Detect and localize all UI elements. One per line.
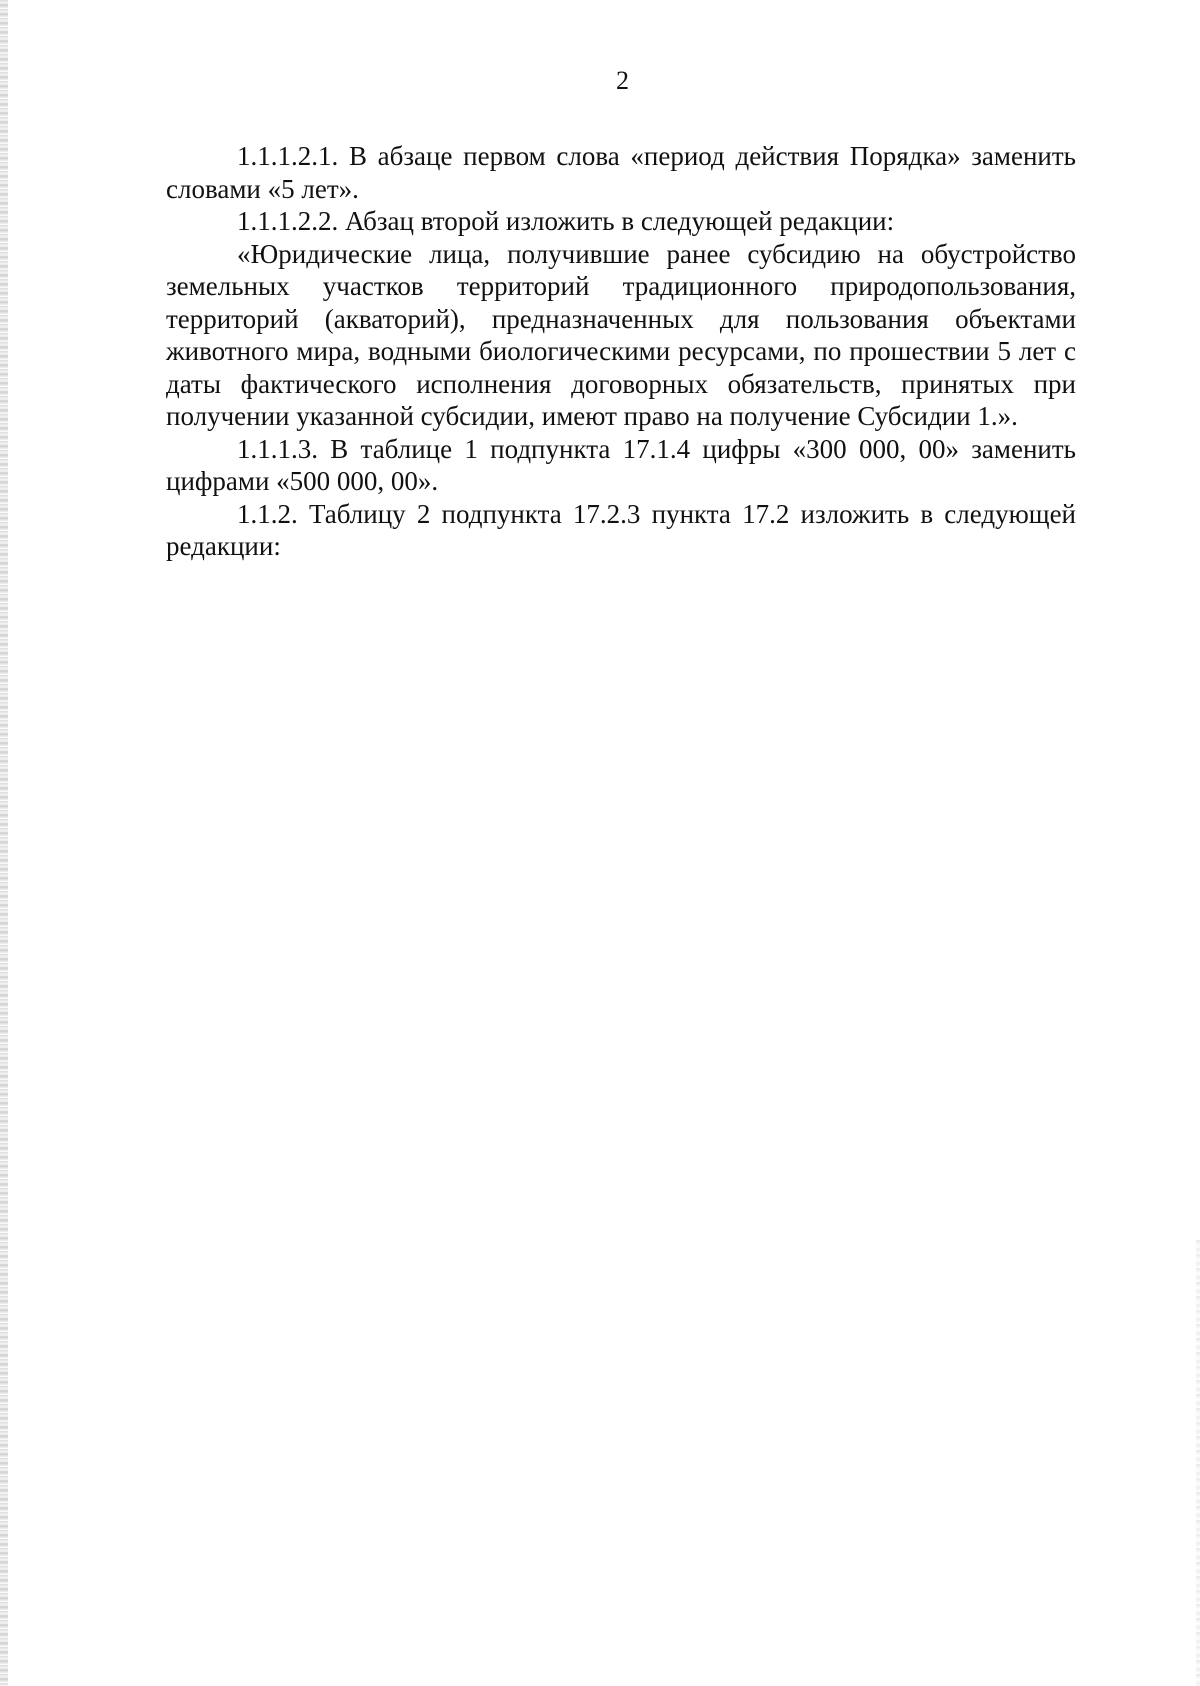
paragraph-1-1-1-2-1: 1.1.1.2.1. В абзаце первом слова «период действия Порядка» заменить словами «5 лет».	[166, 141, 1076, 204]
paragraph-1-1-1-2-2: 1.1.1.2.2. Абзац второй изложить в следующей редакции:	[237, 206, 895, 236]
document-body	[166, 140, 1076, 563]
paragraph-quoted-text: «Юридические лица, получившие ранее субсидию на обустройство земельных участков территорий традиционного природопользования, территорий (акваторий), предназначенных для пользования объектами животного мира, водными биологическими ресурсами, по прошествии 5 лет с даты фактического исполнения договорных обязательств, принятых при получении указанной субсидии, имеют право на получение Субсидии 1.».	[166, 238, 1076, 431]
paragraph-1-1-1-3: 1.1.1.3. В таблице 1 подпункта 17.1.4 цифры «300 000, 00» заменить цифрами «500 000, 00».	[166, 433, 1076, 496]
page-number: 2	[616, 66, 629, 95]
scan-edge-left	[0, 0, 8, 1686]
paragraph-1-1-2: 1.1.2. Таблицу 2 подпункта 17.2.3 пункта 17.2 изложить в следующей редакции:	[166, 498, 1076, 561]
scan-edge-right	[1196, 1240, 1200, 1686]
